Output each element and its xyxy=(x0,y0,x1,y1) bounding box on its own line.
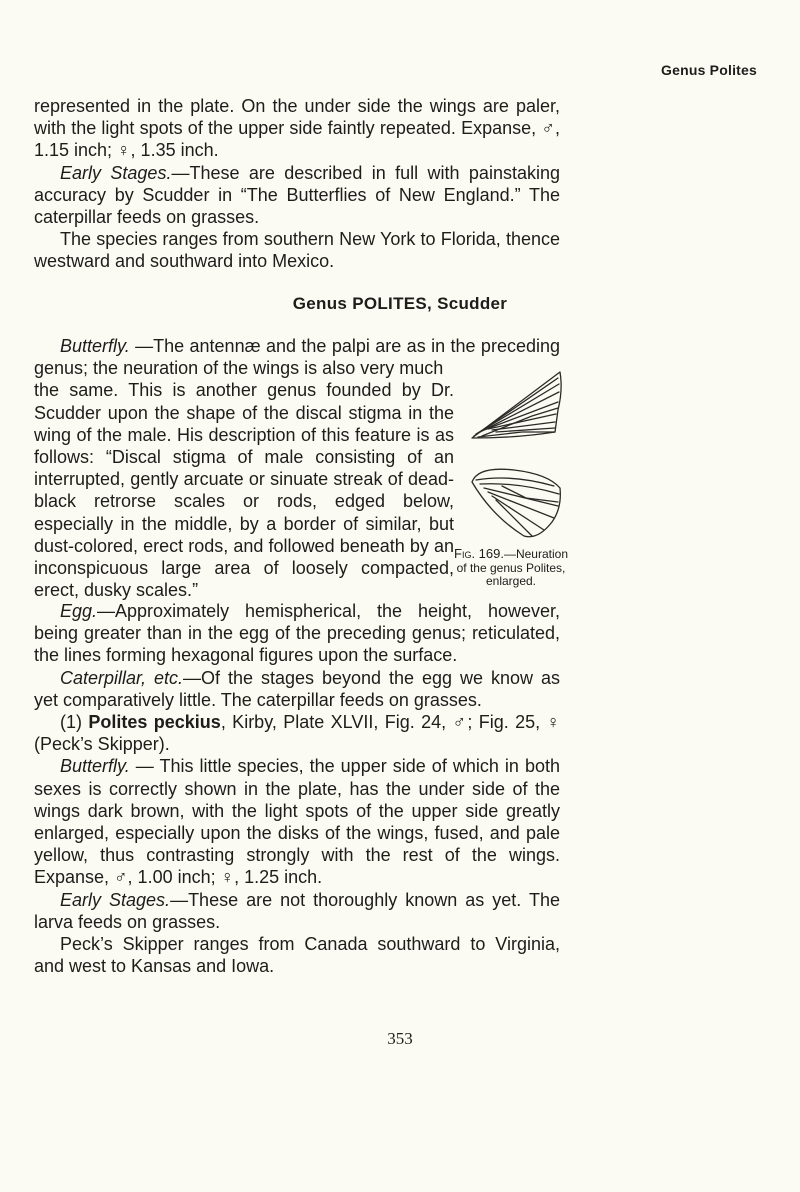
wing-neuration-illustration xyxy=(462,370,566,545)
paragraph-range: The species ranges from southern New York to Florida, thence westward and southward into Mexico. xyxy=(34,229,560,272)
early-stages-text: —These are described in full with painstaking accuracy by Scudder in “The Butterflies of New England.” The caterpillar feeds on grasses. xyxy=(34,162,560,228)
figure-caption-text: —Neuration of the genus Polites, enlarged. xyxy=(456,547,568,588)
paragraph-species-butterfly xyxy=(34,755,560,888)
early-stages-label: Early Stages. xyxy=(60,162,172,183)
species-citation: , Kirby, Plate XLVII, Fig. 24, ♂; Fig. 25, ♀ (Peck’s Skipper). xyxy=(34,712,560,755)
paragraph-early-stages xyxy=(34,162,560,229)
paragraph-egg xyxy=(34,600,560,667)
genus-heading: Genus POLITES, Scudder xyxy=(292,294,508,313)
butterfly-text-full: —The antennæ and the palpi are as in the preceding genus; the neuration of the wings is also very much xyxy=(34,336,560,379)
egg-label: Egg. xyxy=(60,601,98,621)
page-number: 353 xyxy=(387,1029,413,1048)
text-block-bottom xyxy=(34,600,560,977)
paragraph-species-range: Peck’s Skipper ranges from Canada southward to Virginia, and west to Kansas and Iowa. xyxy=(34,934,560,977)
egg-text: —Approximately hemispherical, the height, however, being greater than in the egg of the preceding genus; reticulated, the lines forming hexagonal figures upon the surface. xyxy=(34,601,560,666)
paragraph-caterpillar xyxy=(34,667,560,711)
species-butterfly-text: — This little species, the upper side of which in both sexes is correctly shown in the plate, has the under side of the wings dark brown, with the light spots of the upper side greatly enlarged, especially upon the disks of the wings, fused, and pale yellow, thus contrasting strongly with the rest of the wings. Expanse, ♂, 1.00 inch; ♀, 1.25 inch. xyxy=(34,756,560,888)
species-number: (1) xyxy=(60,712,89,733)
running-head: Genus Polites xyxy=(661,62,757,78)
caterpillar-label: Caterpillar, etc. xyxy=(60,667,184,688)
species-name: Polites peckius xyxy=(88,712,221,733)
figure-number: Fig. 169. xyxy=(454,546,504,561)
wing-neuration-figure xyxy=(462,370,566,550)
species-early-stages-text: —These are not thoroughly known as yet. The larva feeds on grasses. xyxy=(34,889,560,932)
paragraph-expanse: represented in the plate. On the under side the wings are paler, with the light spots of the upper side faintly repeated. Expanse, ♂, 1.15 inch; ♀, 1.35 inch. xyxy=(34,96,560,161)
butterfly-label: Butterfly. xyxy=(60,336,130,356)
paragraph-butterfly-genus-wrapped: the same. This is another genus founded by Dr. Scudder upon the shape of the discal stigma in the wing of the male. His description of this feature is as follows: “Discal stigma of male consisting of an interrupted, gently arcuate or sinuate streak of dead-black retrorse scales or rods, edged below, especially in the middle, by a border of similar, but dust-colored, erect rods, and followed beneath by an inconspicuous large area of loosely compacted, erect, dusky scales.” xyxy=(34,380,454,601)
species-butterfly-label: Butterfly. xyxy=(60,756,130,777)
caterpillar-text: —Of the stages beyond the egg we know as yet comparatively little. The caterpillar feeds on grasses. xyxy=(34,667,560,710)
species-early-stages-label: Early Stages. xyxy=(60,889,171,910)
paragraph-species-heading xyxy=(34,711,560,755)
paragraph-species-early-stages xyxy=(34,889,560,933)
text-block-top xyxy=(34,95,560,273)
figure-caption xyxy=(452,547,570,589)
